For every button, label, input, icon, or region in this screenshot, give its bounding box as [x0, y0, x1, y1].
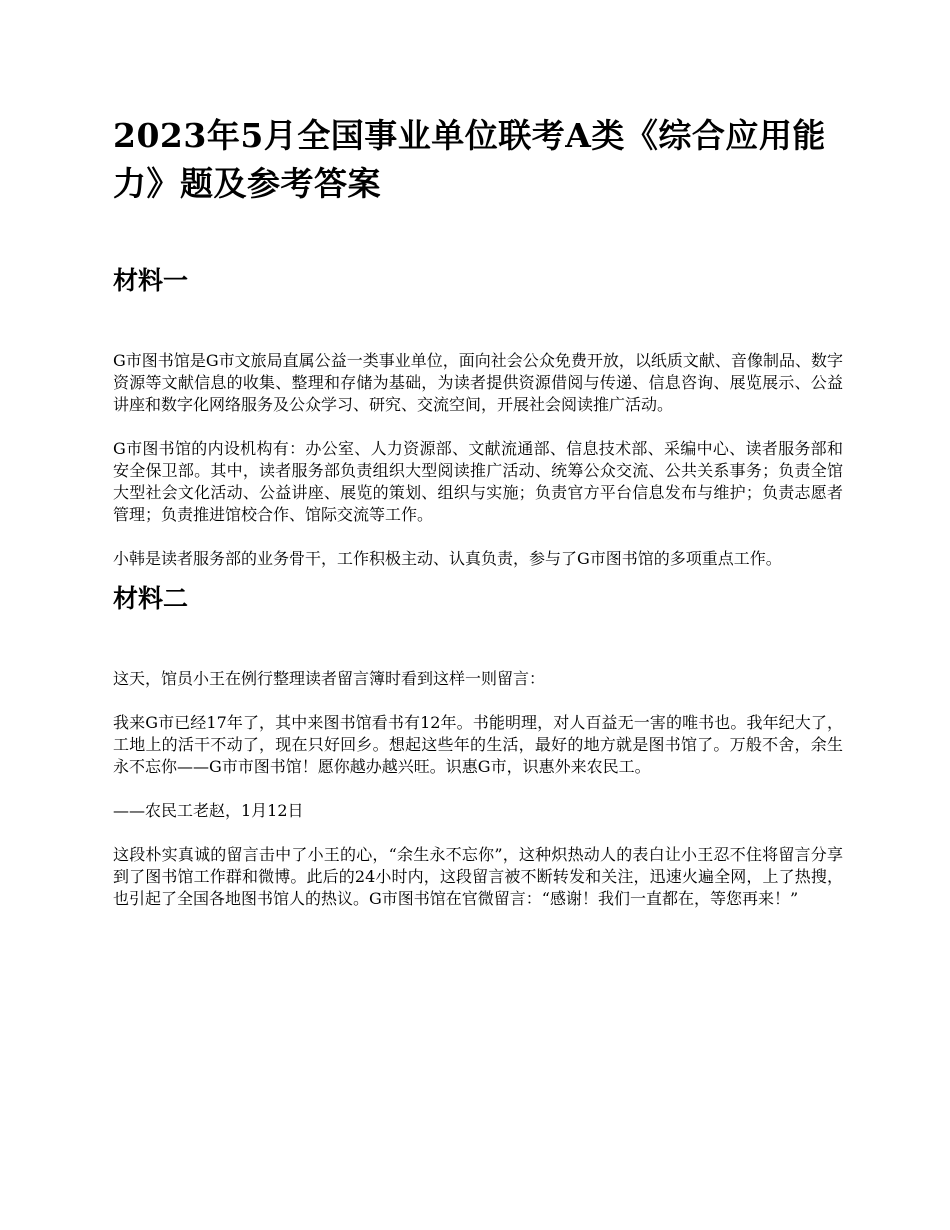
paragraph: G市图书馆的内设机构有：办公室、人力资源部、文献流通部、信息技术部、采编中心、读者服务部和安全保卫部。其中，读者服务部负责组织大型阅读推广活动、统筹公众交流、公共关系事务；负责全馆大型社会文化活动、公益讲座、展览的策划、组织与实施；负责官方平台信息发布与维护；负责志愿者管理；负责推进馆校合作、馆际交流等工作。: [113, 439, 843, 524]
document-title: 2023年5月全国事业单位联考A类《综合应用能力》题及参考答案: [113, 116, 826, 203]
section-heading-material-2: 材料二: [113, 584, 189, 613]
paragraph: 这段朴实真诚的留言击中了小王的心，“余生永不忘你”，这种炽热动人的表白让小王忍不住将留言分享到了图书馆工作群和微博。此后的24小时内，这段留言被不断转发和关注，迅速火遍全网，上了热搜，也引起了全国各地图书馆人的热议。G市图书馆在官微留言：“感谢！我们一直都在，等您再来！”: [113, 845, 843, 908]
paragraph: 这天，馆员小王在例行整理读者留言簿时看到这样一则留言：: [113, 669, 546, 688]
document-page: [113, 112, 843, 910]
paragraph: 小韩是读者服务部的业务骨干，工作积极主动、认真负责，参与了G市图书馆的多项重点工作。: [113, 549, 782, 568]
message-signature: ——农民工老赵，1月12日: [113, 801, 304, 820]
paragraph: G市图书馆是G市文旅局直属公益一类事业单位，面向社会公众免费开放，以纸质文献、音像制品、数字资源等文献信息的收集、整理和存储为基础，为读者提供资源借阅与传递、信息咨询、展览展示、公益讲座和数字化网络服务及公众学习、研究、交流空间，开展社会阅读推广活动。: [113, 351, 843, 414]
quoted-message: 我来G市已经17年了，其中来图书馆看书有12年。书能明理，对人百益无一害的唯书也。我年纪大了，工地上的活干不动了，现在只好回乡。想起这些年的生活，最好的地方就是图书馆了。万般不舍，余生永不忘你——G市市图书馆！愿你越办越兴旺。识惠G市，识惠外来农民工。: [113, 713, 843, 776]
section-heading-material-1: 材料一: [113, 266, 189, 295]
